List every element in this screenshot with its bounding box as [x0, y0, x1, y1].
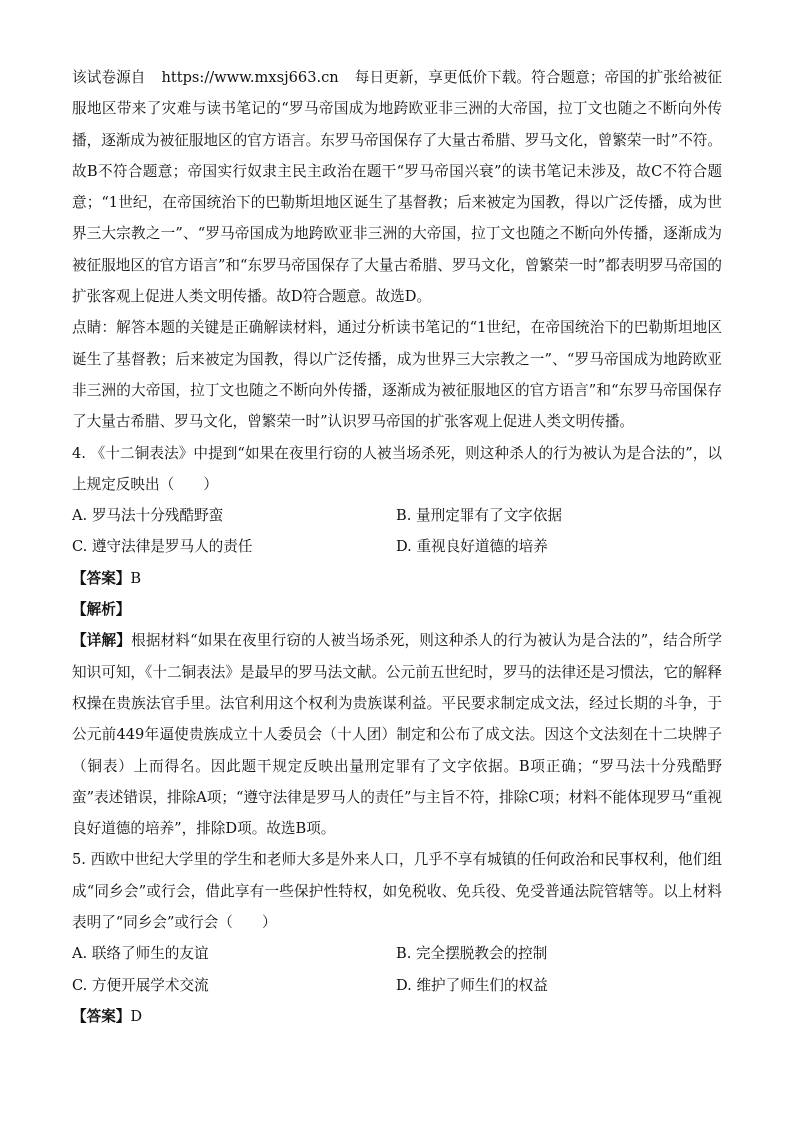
answer-value: B: [130, 569, 142, 587]
tip-paragraph: 点睛：解答本题的关键是正确解读材料，通过分析读书笔记的“1世纪，在帝国统治下的巴勒斯坦地区诞生了基督教；后来被定为国教，得以广泛传播，成为世界三大宗教之一”、“罗马帝国成为地跨欧亚非三洲的大帝国，拉丁文也随之不断向外传播，逐渐成为被征服地区的官方语言”和“东罗马帝国保存了大量古希腊、罗马文化，曾繁荣一时”认识罗马帝国的扩张客观上促进人类文明传播。: [72, 319, 722, 431]
analysis-label: 【解析】: [72, 601, 131, 619]
question-4-analysis-heading: [72, 594, 722, 625]
question-4-option-d: D. 重视良好道德的培养: [396, 538, 548, 556]
source-label: 该试卷源自: [72, 69, 146, 86]
question-4-detail: [72, 625, 722, 844]
question-5-option-b: B. 完全摆脱教会的控制: [396, 945, 548, 963]
question-4-number: 4.: [72, 444, 86, 462]
question-5-text: 西欧中世纪大学里的学生和老师大多是外来人口，几乎不享有城镇的任何政治和民事权利，他们组成“同乡会”或行会，借此享有一些保护性特权，如免税收、免兵役、免受普通法院管辖等。以上材料表明了“同乡会”或行会（ ）: [72, 851, 722, 932]
question-5-option-a: A. 联络了师生的友谊: [72, 945, 209, 963]
source-url-link[interactable]: https://www.mxsj663.cn: [161, 69, 339, 86]
question-5-option-c: C. 方便开展学术交流: [72, 976, 209, 994]
answer-value: D: [130, 1007, 143, 1025]
continuation-paragraph: [72, 62, 722, 312]
question-5-answer: [72, 1001, 722, 1032]
question-5-stem: [72, 844, 722, 938]
answer-label: 【答案】: [72, 569, 131, 587]
continuation-text: 符合题意；帝国的扩张给被征服地区带来了灾难与读书笔记的“罗马帝国成为地跨欧亚非三洲的大帝国，拉丁文也随之不断向外传播，逐渐成为被征服地区的官方语言。东罗马帝国保存了大量古希腊、罗马文化，曾繁荣一时”不符。故B不符合题意；帝国实行奴隶主民主政治在题干“罗马帝国兴衰”的读书笔记未涉及，故C不符合题意；“1世纪，在帝国统治下的巴勒斯坦地区诞生了基督教；后来被定为国教，得以广泛传播，成为世界三大宗教之一”、“罗马帝国成为地跨欧亚非三洲的大帝国，拉丁文也随之不断向外传播，逐渐成为被征服地区的官方语言”和“东罗马帝国保存了大量古希腊、罗马文化，曾繁荣一时”都表明罗马帝国的扩张客观上促进人类文明传播。故D符合题意。故选D。: [72, 69, 722, 306]
question-4-option-a: A. 罗马法十分残酷野蛮: [72, 507, 224, 525]
detail-label: 【详解】: [72, 632, 132, 650]
question-4-options: [72, 500, 722, 563]
question-4-text: 《十二铜表法》中提到“如果在夜里行窃的人被当场杀死，则这种杀人的行为被认为是合法的”，以上规定反映出（ ）: [72, 444, 723, 493]
question-4-option-c: C. 遵守法律是罗马人的责任: [72, 538, 253, 556]
question-4-answer: [72, 563, 722, 594]
header-slogan: 每日更新，享更低价下载。: [354, 69, 532, 86]
question-4-option-b: B. 量刑定罪有了文字依据: [396, 507, 562, 525]
question-5-option-d: D. 维护了师生们的权益: [396, 976, 548, 994]
detail-text: 根据材料“如果在夜里行窃的人被当场杀死，则这种杀人的行为被认为是合法的”，结合所学知识可知，《十二铜表法》是最早的罗马法文献。公元前五世纪时，罗马的法律还是习惯法，它的解释权操在贵族法官手里。法官利用这个权利为贵族谋利益。平民要求制定成文法，经过长期的斗争，于公元前449年逼使贵族成立十人委员会（十人团）制定和公布了成文法。因这个文法刻在十二块牌子（铜表）上而得名。因此题干规定反映出量刑定罪有了文字依据。B项正确；“罗马法十分残酷野蛮”表述错误，排除A项；“遵守法律是罗马人的责任”与主旨不符，排除C项；材料不能体现罗马“重视良好道德的培养”，排除D项。故选B项。: [72, 632, 722, 838]
question-5-number: 5.: [72, 851, 86, 869]
question-4-stem: [72, 438, 722, 501]
question-5-options: [72, 938, 722, 1001]
answer-label: 【答案】: [72, 1007, 131, 1025]
